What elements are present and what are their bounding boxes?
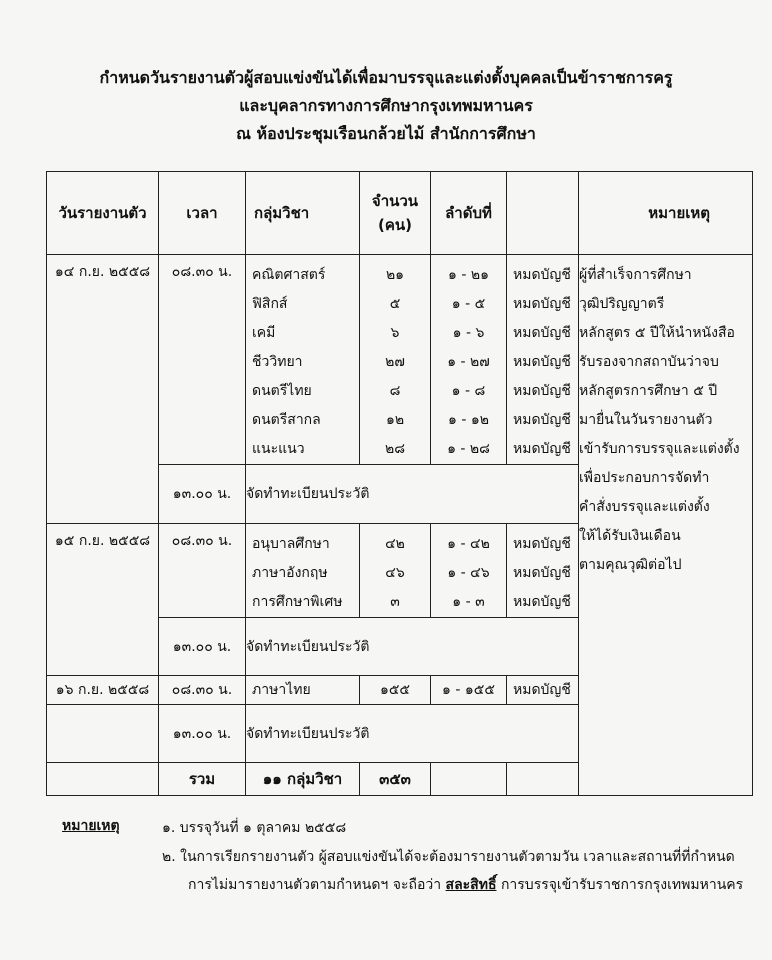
subject-name: ภาษาไทย — [246, 676, 360, 705]
note-item-1: ๑. บรรจุวันที่ ๑ ตุลาคม ๒๕๕๘ — [162, 820, 347, 836]
table-header-row — [47, 172, 753, 255]
subject-count: ๓ — [390, 594, 400, 610]
remark-line: ตามคุณวุฒิต่อไป — [579, 557, 682, 573]
subject-order: ๑ - ๔๒ — [447, 536, 490, 552]
col-header-count — [360, 172, 431, 255]
date-cell: ๑๖ ก.ย. ๒๕๕๘ — [47, 676, 159, 705]
remarks-cell — [579, 255, 753, 796]
subject-order: ๑ - ๘ — [451, 383, 486, 399]
subject-order: ๑ - ๕ — [451, 296, 486, 312]
title-line-2: และบุคลากรทางการศึกษากรุงเทพมหานคร — [239, 96, 533, 115]
table-row — [47, 255, 753, 465]
sheet-status: หมดบัญชี — [513, 594, 571, 610]
subject-count: ๑๒ — [385, 412, 405, 428]
time-cell: ๐๘.๓๐ น. — [159, 255, 246, 465]
subject-name: ฟิสิกส์ — [252, 296, 288, 312]
sheet-status: หมดบัญชี — [513, 441, 571, 457]
time-cell: ๐๘.๓๐ น. — [159, 676, 246, 705]
date-cell: ๑๕ ก.ย. ๒๕๕๘ — [47, 524, 159, 676]
subject-name: ชีววิทยา — [252, 354, 303, 370]
subject-order: ๑ - ๔๖ — [447, 565, 490, 581]
subject-count: ๔๒ — [385, 536, 405, 552]
subject-name: แนะแนว — [252, 441, 305, 457]
registration-cell: จัดทำทะเบียนประวัติ — [246, 618, 579, 676]
subject-order: ๑ - ๒๑ — [448, 267, 489, 283]
subject-list-cell — [246, 255, 360, 465]
subject-name: ดนตรีสากล — [252, 412, 321, 428]
report-schedule-table — [46, 171, 753, 796]
col-header-time: เวลา — [159, 172, 246, 255]
sheet-status: หมดบัญชี — [513, 565, 571, 581]
date-empty-cell — [47, 705, 159, 763]
note-item-3-post: การบรรจุเข้ารับราชการกรุงเทพมหานคร — [496, 877, 744, 893]
subject-name: ภาษาอังกฤษ — [252, 565, 328, 581]
note-item-3-pre: การไม่มารายงานตัวตามกำหนดฯ จะถือว่า — [188, 877, 446, 893]
subject-order: ๑ - ๒๗ — [447, 354, 490, 370]
title-line-3: ณ ห้องประชุมเรือนกล้วยไม้ สำนักการศึกษา — [236, 124, 536, 143]
col-header-date: วันรายงานตัว — [47, 172, 159, 255]
remark-line: หลักสูตร ๕ ปีให้นำหนังสือ — [579, 325, 735, 341]
subject-list-cell — [246, 524, 360, 618]
col-header-sheet — [507, 172, 579, 255]
note-item-3 — [188, 873, 743, 897]
col-header-order: ลำดับที่ — [431, 172, 507, 255]
col-header-count-line2: (คน) — [378, 216, 412, 234]
forfeit-rights-text: สละสิทธิ์ — [445, 877, 497, 893]
subject-order: ๑ - ๓ — [452, 594, 485, 610]
col-header-count-line1: จำนวน — [371, 192, 419, 210]
subject-count: ๒๗ — [385, 354, 405, 370]
subject-order: ๑ - ๖ — [452, 325, 485, 341]
remark-line: วุฒิปริญญาตรี — [579, 296, 665, 312]
remark-line: รับรองจากสถาบันว่าจบ — [579, 354, 719, 370]
time-cell: ๑๓.๐๐ น. — [159, 618, 246, 676]
sheet-status-cell — [507, 524, 579, 618]
subject-count: ๒๘ — [384, 441, 406, 457]
remark-line: ให้ได้รับเงินเดือน — [579, 528, 681, 544]
remark-line: คำสั่งบรรจุและแต่งตั้ง — [579, 499, 710, 515]
sheet-status: หมดบัญชี — [507, 676, 579, 705]
sheet-status-cell — [507, 255, 579, 465]
sheet-status: หมดบัญชี — [513, 267, 571, 283]
registration-cell: จัดทำทะเบียนประวัติ — [246, 465, 579, 524]
subject-order: ๑ - ๒๘ — [447, 441, 490, 457]
subject-name: ดนตรีไทย — [252, 383, 312, 399]
remark-line: ผู้ที่สำเร็จการศึกษา — [579, 267, 692, 283]
note-item-2: ๒. ในการเรียกรายงานตัว ผู้สอบแข่งขันได้จะต้องมารายงานตัวตามวัน เวลาและสถานที่ที่กำหนด — [162, 849, 735, 865]
time-cell: ๑๓.๐๐ น. — [159, 465, 246, 524]
title-line-1: กำหนดวันรายงานตัวผู้สอบแข่งขันได้เพื่อมาบรรจุและแต่งตั้งบุคคลเป็นข้าราชการครู — [99, 68, 673, 87]
registration-cell: จัดทำทะเบียนประวัติ — [246, 705, 579, 763]
remark-line: หลักสูตรการศึกษา ๕ ปี — [579, 383, 718, 399]
subject-count: ๔๖ — [385, 565, 405, 581]
remark-line: เข้ารับการบรรจุและแต่งตั้ง — [579, 441, 740, 457]
total-subjects: ๑๑ กลุ่มวิชา — [246, 763, 360, 796]
total-empty-cell — [47, 763, 159, 796]
subject-count: ๕ — [389, 296, 401, 312]
subject-name: การศึกษาพิเศษ — [252, 594, 343, 610]
sheet-status: หมดบัญชี — [513, 412, 571, 428]
subject-name: คณิตศาสตร์ — [252, 267, 326, 283]
date-cell: ๑๔ ก.ย. ๒๕๕๘ — [47, 255, 159, 524]
sheet-status: หมดบัญชี — [513, 354, 571, 370]
subject-count: ๒๑ — [385, 267, 405, 283]
subject-name: อนุบาลศึกษา — [252, 536, 330, 552]
sheet-status: หมดบัญชี — [513, 536, 571, 552]
order-list-cell — [431, 255, 507, 465]
order-list-cell — [431, 524, 507, 618]
remark-line: มายื่นในวันรายงานตัว — [579, 412, 713, 428]
remark-line: เพื่อประกอบการจัดทำ — [579, 470, 710, 486]
subject-order: ๑ - ๑๒ — [448, 412, 489, 428]
subject-count: ๘ — [389, 383, 401, 399]
subject-name: เคมี — [252, 325, 276, 341]
subject-count: ๖ — [390, 325, 400, 341]
count-list-cell — [360, 255, 431, 465]
subject-count: ๑๕๕ — [360, 676, 431, 705]
time-cell: ๑๓.๐๐ น. — [159, 705, 246, 763]
sheet-status: หมดบัญชี — [513, 296, 571, 312]
col-header-subject: กลุ่มวิชา — [246, 172, 360, 255]
count-list-cell — [360, 524, 431, 618]
col-header-remark: หมายเหตุ — [579, 172, 753, 255]
time-cell: ๐๘.๓๐ น. — [159, 524, 246, 618]
total-label: รวม — [159, 763, 246, 796]
total-empty-order — [431, 763, 507, 796]
subject-order: ๑ - ๑๕๕ — [431, 676, 507, 705]
notes-title: หมายเหตุ — [62, 818, 120, 834]
sheet-status: หมดบัญชี — [513, 383, 571, 399]
sheet-status: หมดบัญชี — [513, 325, 571, 341]
total-empty-sheet — [507, 763, 579, 796]
total-count: ๓๕๓ — [360, 763, 431, 796]
